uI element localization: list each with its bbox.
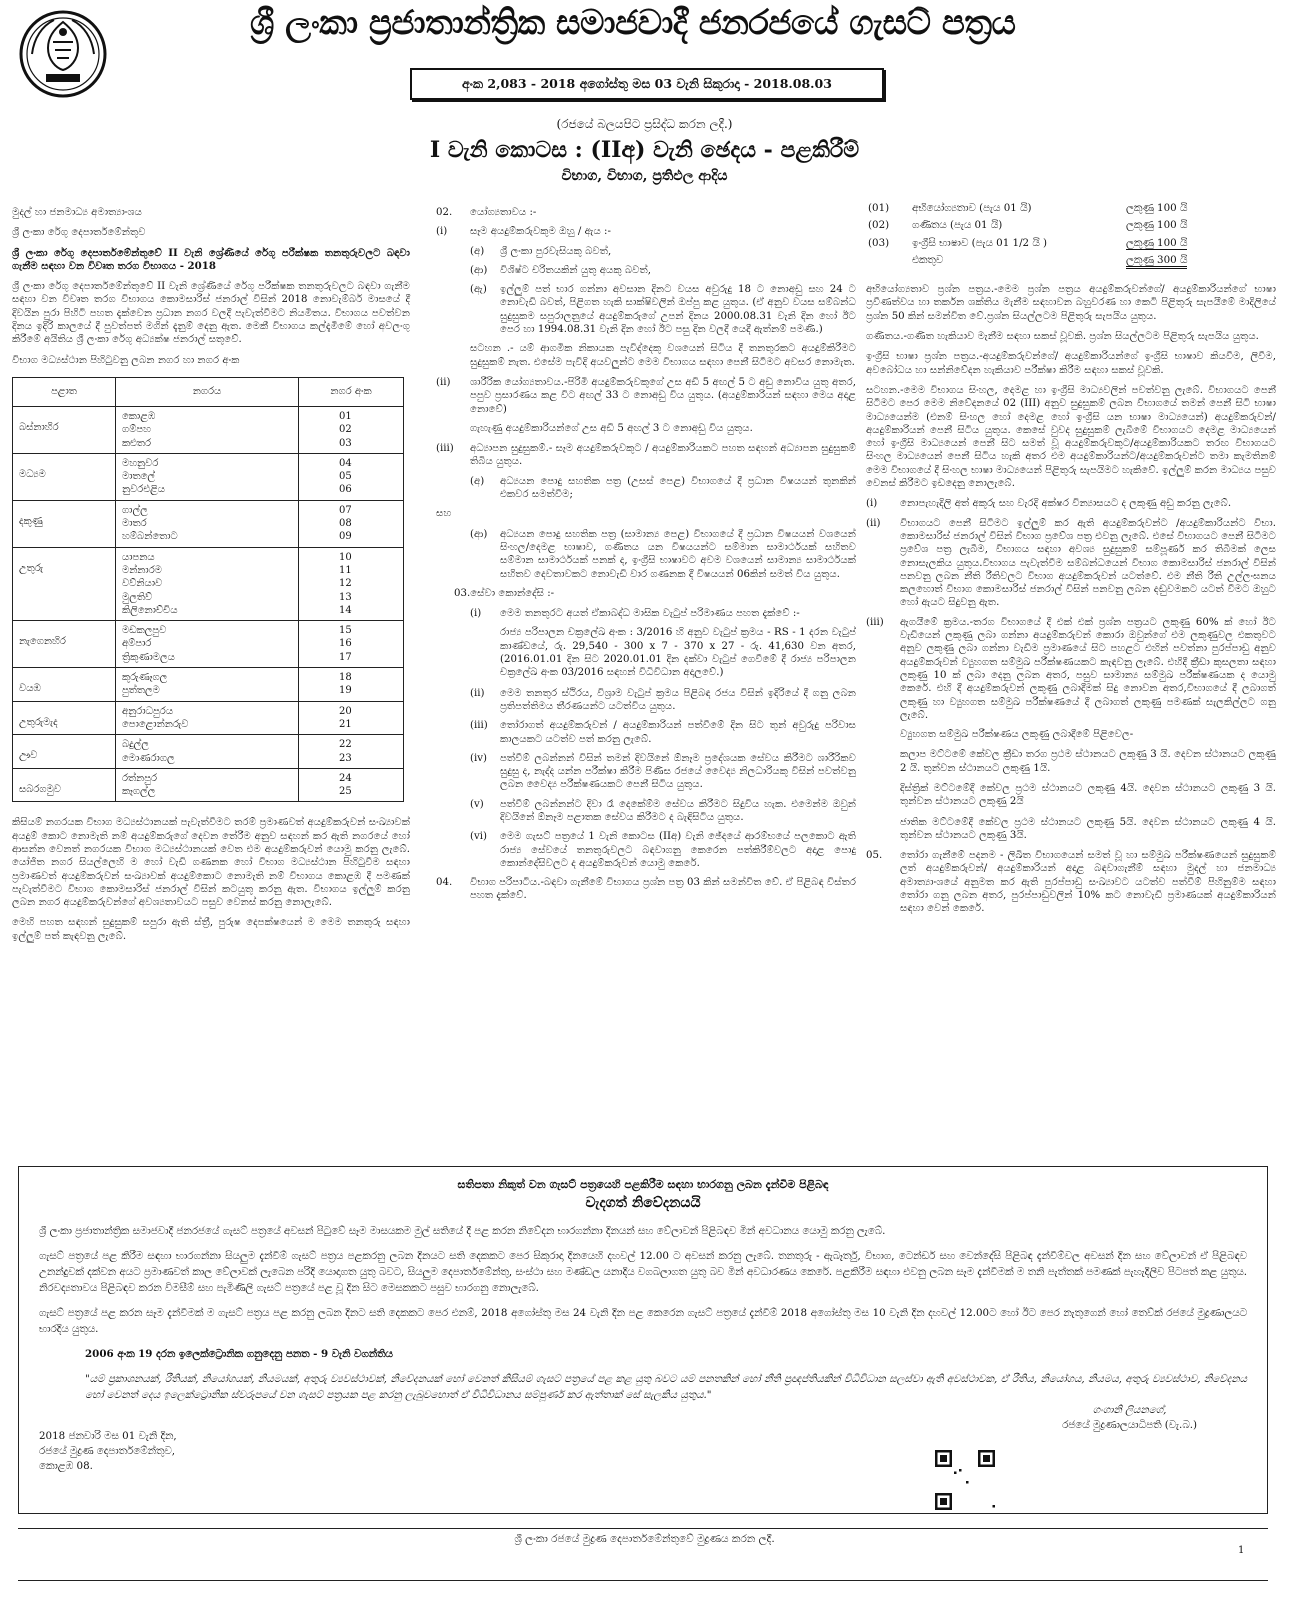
paragraph-3: මෙහි පහත සඳහන් සුදුසුකම් සපුරා ඇති ස්ත්‍රී, පුරුෂ දෙපක්ෂයෙන් ම මෙම තනතුරු සඳහා ඉල්ලුම් පත් කැඳවනු ලැබේ. xyxy=(12,917,410,942)
qr-code xyxy=(935,1450,995,1510)
city-name: කෑගල්ල xyxy=(122,786,156,798)
issue-text: අංක 2,083 - 2018 අගෝස්තු මස 03 වැනි සිකුරාදා - 2018.08.03 xyxy=(462,76,832,91)
paper-number xyxy=(866,200,910,217)
paper-number xyxy=(866,235,910,252)
column-3 xyxy=(866,200,1276,922)
cities-cell xyxy=(116,768,299,802)
section-03: 03.සේවා කොන්දේසි :- xyxy=(454,587,555,599)
city-code: 24 xyxy=(339,772,352,784)
cities-cell xyxy=(116,453,299,500)
paper-subject xyxy=(910,235,1124,252)
city-code: 12 xyxy=(339,578,352,590)
notice-heading-2: වැදගත් නිවේදනයයි xyxy=(585,1195,701,1211)
state-emblem xyxy=(18,8,108,100)
codes-cell xyxy=(299,621,404,668)
paper-subject xyxy=(910,200,1124,217)
page-number: 1 xyxy=(1238,1545,1245,1556)
city-name: අම්පාර xyxy=(122,638,152,650)
table-row xyxy=(13,621,404,668)
marks-total-row xyxy=(866,252,1206,269)
codes-cell xyxy=(299,735,404,769)
city-code: 23 xyxy=(339,752,352,764)
paper-subject-text: අභියෝග්‍යතාව (පැය 01 යි) xyxy=(912,202,1032,214)
service-ii: (ii) මෙම තනතුර ස්ථිරය, විශ්‍රාම වැටුප් ක්‍රමය පිළිබඳ රජය විසින් ඉදිරියේ දී ගනු ලබන ප්‍රතිපත්තිමය තීරණයන්ට යටත්විය යුතුය. xyxy=(470,687,856,712)
city-code: 04 xyxy=(339,457,352,469)
city-name: මන්නාරම xyxy=(122,564,162,576)
item-i: (i) සෑම අයදුම්කරුවකුම ඔහු / ඇය :- xyxy=(436,226,611,238)
table-row xyxy=(13,768,404,802)
paper-marks xyxy=(1124,235,1206,252)
notice-paragraph-2: ගැසට් පත්‍රයේ පළ කිරීම සඳහා භාරගන්නා සියලුම දැන්වීම් ගැසට් පත්‍රය පළකරනු ලබන දිනයට සති දෙකකට පෙර සිකුරාදා දිනයෙහි දහවල් 12.00 ට අවසන් කරනු ලැබේ. තනතුරු - ඇබෑර්තු, විභාග, ටෙන්ඩර් සහ වෙන්දේසි පිළිබඳ දැන්වීම්වල අවසන් දින සහ වේලාවන් ඒ පිළිබඳව උනන්දුවක් දක්වන අයට ප්‍රමාණවත් කාල වේලාවක් ලැබෙන පරිදි යොදාගත යුතු බවට, සියලුම දෙපාර්තමේන්තු, සංස්ථා සහ මණ්ඩල යනාදිය වගබලාගත යුතු බව මින් අවධාරණය කෙරේ. පළකිරීම සඳහා එවනු ලබන සෑම දැන්වීමක් ම තනි පැත්තක් පමණක් පැහැදිලිව පිටපත් කළ යුතුය. නිරවද්‍යතාවය පිළිබඳව කරන විමසීම් සහ පැමිණිලි ගැසට් පත්‍රයේ පළ වූ දින සිට මෙසකකට පසුව භාරගනු නොලැබේ. xyxy=(39,1250,1247,1294)
city-name: මහනුවර xyxy=(122,457,159,469)
service-vi: (vi) මෙම ගැසට් පත්‍රයේ 1 වැනි කොටස (IIඅ) වැනි ඡේදයේ ආරම්භයේ පලකොට ඇති රාජ්‍ය සේවයේ තනතුරුවලට බඳවාගනු කෙරෙන පත්කිරීම්වලට අදාළ පොදු කොන්දේසිවලට ද අයදුම්කරුවන් යොමු කෙරේ. xyxy=(470,831,856,869)
header-province: පළාත xyxy=(13,377,116,406)
paper-marks-text: ලකුණු 100 යි xyxy=(1126,219,1188,232)
table-row xyxy=(13,406,404,453)
paper-number-text: (03) xyxy=(868,236,890,249)
codes-cell xyxy=(299,668,404,702)
city-code: 17 xyxy=(339,651,352,663)
date-line-1: 2018 ජනවාරි මස 01 වැනි දින, xyxy=(39,1430,177,1442)
city-name: බදුල්ල xyxy=(122,739,149,751)
item-a3: (ඇ) ඉල්ලුම් පත් භාර ගන්නා අවසාන දිනට වයස අවුරුදු 18 ට නොඅඩු සහ 24 ට නොවැඩි බවත්, පිළිගත හැකි සාක්ෂිවලින් ඔප්පු කළ යුතුය. (ඒ අනුව වයස සම්බන්ධ සුදුසුකම සපුරාලනුයේ අයදුම්කරුගේ උපන් දිනය 2000.08.31 වැනි දින හෝ ඊට පෙර හා 1994.08.31 වැනි දින හෝ ඊට පසු දින වලදී යෙදී ඇත්නම් පමණි.) xyxy=(470,284,856,336)
cities-cell xyxy=(116,735,299,769)
marks-row xyxy=(866,217,1206,234)
medium-note: සටහන.-මෙම විභාගය සිංහල, දෙමළ හා ඉංග්‍රීසි මාධ්‍යවලින් පවත්වනු ලැබේ. විභාගයට පෙනී සිටීමට පෙර මෙම නිවේදනයේ 02 (III) අනුව සුදුසුකම් ලබන විභාගයේ තමන් පෙනී සිටි භාෂා මාධ්‍යයෙන්ම (එනම් සිංහල හෝ දෙමළ හෝ ඉංග්‍රීසි යන භාෂා මාධ්‍යයෙන්) අයදුම්කරුවන්/අයදුම්කාරියන් පෙනී සිටිය යුතුය. කෙසේ වුවද සුදුසුකම් ලැබීමේ විභාගයට දෙමළ මාධ්‍යයෙන් හෝ ඉංග්‍රීසි මාධ්‍යයෙන් පෙනී සිට සමත් වූ අයදුම්කරුවකුට/අයදුම්කාරියකට තරඟ විභාගයට සිංහල මාධ්‍යයෙන් පෙනී සිටිය හැකි අතර එම අයදුම්කාරියන්ට/අයදුම්කරුවන්ට තමා කැමතිනම් මෙම විභාගයේ දී සිංහල භාෂා මාධ්‍යයෙන් පිළිතුරු සැපයිමට හැකිවේ. ඉල්ලුම් කරන මාධ්‍යය පසුව වෙනස් කිරීමට ඉඩදෙනු නොලැබේ. xyxy=(866,384,1276,490)
cities-cell xyxy=(116,701,299,735)
header-code: නගර අංක xyxy=(299,377,404,406)
city-code: 25 xyxy=(339,786,352,798)
city-name: අනුරාධපුරය xyxy=(122,705,174,717)
column-2 xyxy=(436,206,856,909)
paper-1-desc: අභියෝග්‍යතාව ප්‍රශ්න පත්‍රය.-මෙම ප්‍රශ්න පත්‍රය අයදුම්කරුවන්ගේ/ අයදුම්කාරියන්ගේ භාෂා ප්‍රවීණත්වය හා තර්කන ශක්තිය මැනීම සඳහාවන බහුවරණ හා කෙටි පිළිතුරු සැපයීමේ මාදිලියේ ප්‍රශ්න 50 කින් සමන්විත වේ.ප්‍රශ්න සියල්ලටම පිළිතුරු සැපයිය යුතුය. xyxy=(866,284,1276,322)
city-code: 13 xyxy=(339,591,352,603)
date-line-2: රජයේ මුද්‍රණ දෙපාර්තමේන්තුව, xyxy=(39,1445,176,1457)
note-ii: (ii) විභාගයට පෙනී සිටීමට ඉල්ලුම් කර ඇති අයදුම්කරුවන්ට /අයදුම්කාරියන්ට විභා. කොමසාරිස් ජනරාල් විසින් විභාග ප්‍රවේශ පත්‍ර එවනු ලැබේ. එසේ විභාගයට පෙනී සිටීමට ප්‍රවේශ පත්‍ර ලැබීම, විභාගය සඳහා අවශ්‍ය සුදුසුකම් සම්පූර්ණ කර තිබීමක් ලෙස නොසැලකිය යුතුය.විභාගය පැවැත්වීම සම්බන්ධයෙන් විභාග කොමසාරිස් ජනරාල් විසින් පනවනු ලබන නීති රීතිවලට විභාග අයදුම්කරුවන් යටත්වේ. එම නීති රීති උල්ලංඝනය කලහොත් විභාග කොමසාරිස් ජනරාල් විසින් පනවනු ලබන දඬුවමකට යටත් වීමට ඔහුට හෝ ඇයට සිදුවනු ඇත. xyxy=(866,517,1276,609)
notice-heading-1: සතිපතා නිකුත් වන ගැසට් පත්‍රයෙහි පළකිරීම සඳහා භාරගනු ලබන දැන්වීම පිළිබඳ xyxy=(457,1178,829,1191)
table-row xyxy=(13,668,404,702)
paper-subject-text: ඉංග්‍රීසි භාෂාව (පැය 01 1/2 යි ) xyxy=(912,236,1048,249)
total-marks: ලකුණු 300 යි xyxy=(1126,254,1187,269)
notice-date-block xyxy=(39,1429,177,1474)
codes-cell xyxy=(299,768,404,802)
item-b1: (අ) අධ්‍යයන පොදු සහතික පත්‍ර (උසස් පෙළ) විභාගයේ දී ප්‍රධාන විෂයයන් තුනකින් එකවර සමත්වීම; xyxy=(470,475,856,501)
paper-number xyxy=(866,217,910,234)
city-code: 21 xyxy=(339,718,352,730)
paper-marks-text: ලකුණු 100 යි xyxy=(1126,202,1188,214)
city-code: 10 xyxy=(339,551,352,563)
table-row xyxy=(13,500,404,547)
city-code: 09 xyxy=(339,531,352,543)
city-name: නුවරඑළිය xyxy=(122,484,165,496)
province-cell: උතුරු xyxy=(13,547,116,620)
city-code: 11 xyxy=(339,564,352,576)
province-cell: දකුණු xyxy=(13,500,116,547)
item-ii: (ii) ශාරීරික යෝග්‍යතාවය.-පිරිමි අයදුම්කරුවකුගේ උස අඩි 5 අඟල් 5 ට අඩු නොවිය යුතු අතර, පපුව ප්‍රසාරණය කළ විට අඟල් 33 ට නොඅඩු විය යුතුය. (අයදුම්කාරියන් සඳහා මෙය අදාළ නොවේ) xyxy=(436,376,856,415)
service-iv: (iv) පත්වීම් ලබන්නන් විසින් තමන් දිවයිනේ ඕනෑම ප්‍රදේශයක සේවය කිරීමට ශාරීරිකව සුදුසු ද, නැද්ද යන්න පරීක්ෂා කිරීම පිණිස රජයේ වෛද්‍ය නිලධාරියකු විසින් පවත්වනු ලබන වෛද්‍ය පරීක්ෂණයකට පෙනී සිටිය යුතුය. xyxy=(470,752,856,791)
interview-order: ව්‍යුහගත සම්මුඛ පරීක්ෂණය ලකුණු ලබාදීමේ පිළිවෙල- xyxy=(900,729,1134,741)
gazette-masthead: ශ්‍රී ලංකා ප්‍රජාතාන්ත්‍රික සමාජවාදී ජනරජයේ ගැසට් පත්‍රය xyxy=(250,3,1016,43)
city-code: 22 xyxy=(339,739,352,751)
part-title: I වැනි කොටස : (IIඅ) වැනි ඡෙදය - පළකිරීම් xyxy=(429,137,860,163)
city-name: ගම්පහ xyxy=(122,424,151,436)
city-name: කිලිනොච්චිය xyxy=(122,604,178,616)
table-row xyxy=(13,547,404,620)
service-i: (i) මෙම තනතුරට අයත් ඒකාබද්ධ මාසික වැටුප් පරිමාණය පහත දැක්වේ :- xyxy=(470,608,800,620)
codes-cell xyxy=(299,547,404,620)
service-v: (v) පත්වීම් ලබන්නන්ට දිවා රෑ දෙකේම්ම සේවය කිරීමට සිදුවිය හැක. එමෙන්ම ඔවුන් දිවයිනේ ඕනෑම පළාතක සේවය කිරීමට ද බැඳිසිටිය යුතුය. xyxy=(470,798,856,823)
marks-body xyxy=(866,200,1206,252)
signatory-title: රජයේ මුද්‍රණාලයාධිපති (වැ.බ.) xyxy=(1062,1419,1197,1431)
item-b2: (ආ) අධ්‍යයන පොදු සහතික පත්‍ර (සාමාන්‍ය පෙළ) විභාගයේ දී ප්‍රධාන විෂයයන් වශයෙන් සිංහල/දෙමළ භාෂාව, ගණිතය යන විෂයයන්ට සම්මාන සාමාර්ථයක් සහිතව සම්මාන සාමාර්ථයක් පනක් ද, ඉංග්‍රීසි භාෂාවට අවම වශයෙන් සාමාන්‍ය සාමාර්ථයක් සහිතව දෙවතාවකට නොවැඩි වාර ගණනක දී විෂයයන් 06කින් සමත් විය යුතුය. xyxy=(470,528,856,580)
city-name: පුත්තලම xyxy=(122,685,160,697)
table-header-row xyxy=(13,377,404,406)
city-name: වව්නියාව xyxy=(122,578,163,590)
cities-cell xyxy=(116,406,299,453)
marks-row xyxy=(866,235,1206,252)
city-name: මාතර xyxy=(122,518,147,530)
city-code: 16 xyxy=(339,638,352,650)
female-height: ගැහැණු අයදුම්කාරියන්ගේ උස අඩි 5 අඟල් 3 ට නොඅඩු විය යුතුය. xyxy=(470,422,753,434)
table-row xyxy=(13,735,404,769)
exam-title: ශ්‍රී ලංකා රේගු දෙපාර්තමේන්තුවේ II වැනි ශ්‍රේණියේ රේගු පරීක්ෂක තනතුරුවලට බඳවා ගැනීම සඳහා වන විවෘත තරග විභාගය - 2018 xyxy=(12,246,410,272)
city-code: 15 xyxy=(339,625,352,637)
city-name: මොණරාගල xyxy=(122,752,175,764)
province-cell: මධ්‍යම xyxy=(13,453,116,500)
signature-block xyxy=(1062,1403,1197,1433)
footer-rule xyxy=(18,1528,1268,1529)
table-row xyxy=(13,453,404,500)
city-name: කළුතර xyxy=(122,437,152,449)
header-city: නගරය xyxy=(116,377,299,406)
cities-cell xyxy=(116,500,299,547)
paper-subject xyxy=(910,217,1124,234)
city-name: පොළොන්නරුව xyxy=(122,718,189,730)
city-name: කුරුණෑගල xyxy=(122,672,168,684)
marks-row xyxy=(866,200,1206,217)
signatory-name: ගංගානි ලියනගේ, xyxy=(1092,1404,1167,1416)
paragraph-2: කිසියම් නගරයක විභාග මධ්‍යස්ථානයක් පැවැත්වීමට තරම් ප්‍රමාණවත් අයදුම්කරුවන් සංඛ්‍යාවක් අයදුම් කොට නොමැති නම් අයදුම්කරුගේ දෙවන තේරීම අනුව සඳහන් කර ඇති නගරයේ හෝ ආසන්න වෙනත් නගරයක විභාග මධ්‍යස්ථානයක් වෙත එම අයදුම්කරුවන් යොමු කරනු ලැබේ. යෝජිත නගර සියල්ලෙහි ම හෝ වැඩි ගණනක හෝ විභාග මධ්‍යස්ථාන පිහිටුවීම සඳහා ප්‍රමාණවත් අයදුම්කරුවන් සංඛ්‍යාවක් අයදුම්කොට නොමැති නම් විභාගය කොළඹ දී පමණක් පැවැත්වීමට විභාග කොමසාරිස් ජනරාල් විසින් කටයුතු කරනු ඇත. විභාගය ඉල්ලුම් කරනු ලබන නගර අයදුම්කරුවන්ගේ අවශ්‍යතාවයට පසුව වෙනස් කරනු නොලැබේ. xyxy=(12,817,410,909)
city-name: හම්බන්තොට xyxy=(122,531,178,543)
cities-cell xyxy=(116,668,299,702)
city-name: ගාල්ල xyxy=(122,504,148,516)
codes-cell xyxy=(299,500,404,547)
service-iii: (iii) තෝරාගත් අයදුම්කරුවන් / අයදුම්කාරියන් පත්වීමේ දින සිට තුන් අවුරුදු පරිවාස කාලයකට යටත්ව පත් කරනු ලැබේ. xyxy=(470,720,856,745)
city-code: 01 xyxy=(339,410,352,422)
province-cell: නැගෙනහිර xyxy=(13,621,116,668)
city-name: ත්‍රිකුණාමලය xyxy=(122,651,175,663)
paper-marks xyxy=(1124,200,1206,217)
section-02: 02. යෝග්‍යතාවය :- xyxy=(436,207,537,218)
item-a2: (ආ) විශිෂ්ට චරිතයකින් යුතු අයකු බවත්, xyxy=(470,264,651,276)
column-1 xyxy=(12,206,410,950)
exam-centres-table xyxy=(12,377,404,802)
city-name: මුලතිව් xyxy=(122,591,153,603)
table-caption: විභාග මධ්‍යස්ථාන පිහිටුවනු ලබන නගර හා නගර අංක xyxy=(12,354,240,366)
city-name: මඩකලපුව xyxy=(122,625,167,637)
province-cell: බස්නාහිර xyxy=(13,406,116,453)
salary-scale: රාජ්‍ය පරිපාලන චක්‍රලේඛ අංක : 3/2016 හි අනුව වැටුප් ක්‍රමය - RS - 1 දරන වැටුප් කාණ්ඩයේ, රු. 29,540 - 300 x 7 - 370 x 27 - රු. 41,630 වන අතර, (2016.01.01 දින සිට 2020.01.01 දින දක්වා වැටුප් ගෙවීමේ දී රාජ්‍ය පරිපාලන චක්‍රලේඛ අංක 03/2016 සඳහන් විධිවිධාන අදාලවේ.) xyxy=(500,627,856,679)
department-name: ශ්‍රී ලංකා රේගු දෙපාර්තමේන්තුව xyxy=(12,227,146,239)
notice-paragraph-1: ශ්‍රී ලංකා ප්‍රජාතාන්ත්‍රික සමාජවාදී ජනරජයේ ගැසට් පත්‍රයේ අවසන් පිටුවේ සෑම මාසයකම මුල් සතියේ දී පළ කරන නිවේදන භාරගන්නා දිනයන් සහ වේලාවන් පිළිබඳව මින් අවධානය යොමු කරනු ලැබේ. xyxy=(39,1225,886,1237)
total-label: එකතුව xyxy=(912,253,944,266)
marks-table xyxy=(866,200,1206,269)
act-quote: "යම් ප්‍රකාශනයක්, රීතියක්, නියෝගයක්, නියමයක්, අතුරු ව්‍යවස්ථාවක්, නිවේදනයක් හෝ වෙනත් කිසියම් ගැසට් පත්‍රයේ පළ කළ යුතු බවට යම් පනතකින් හෝ නීති ප්‍රඥප්තියකින් විධිවිධාන සලස්වා ඇති අවස්ථාවක, ඒ රීතිය, නියෝගය, නියමය, අතුරු ව්‍යවස්ථාව, නිවේදනය හෝ වෙනත් දෙය ඉලෙක්ට්‍රොනික ස්වරූපයේ වන ගැසට් පත්‍රයක පළ කරනු ලැබුවහොත් ඒ විධිවිධානය සම්පූර්ණ කර ඇත්තාක් සේ සැලකිය යුතුය." xyxy=(85,1373,1247,1401)
published-by: (රජයේ බලයපිට ප්‍රසිද්ධ කරන ලදී.) xyxy=(556,117,733,131)
city-code: 02 xyxy=(339,424,352,436)
paper-number-text: (02) xyxy=(868,219,890,232)
cities-cell xyxy=(116,547,299,620)
city-code: 19 xyxy=(339,685,352,697)
paper-2-desc: ගණිතය.-ගණිත හැකියාව මැනීම සඳහා සකස් වූවකි. ප්‍රශ්න සියල්ලටම පිළිතුරු සැපයිය යුතුය. xyxy=(866,331,1259,343)
item-a1: (අ) ශ්‍රී ලංකා පුරවැසියකු බවත්, xyxy=(470,245,612,257)
item-iii: (iii) අධ්‍යාපන සුදුසුකම්.- සෑම අයදුම්කරුවකුට / අයදුම්කාරියකට පහත සඳහන් අධ්‍යාපන සුදුසුකම් තිබිය යුතුය. xyxy=(436,443,856,468)
district-level: දිස්ත්‍රික් මට්ටමේදී කේවල ප්‍රථම ස්ථානයට ලකුණු 4යි. දෙවන ස්ථානයට ලකුණු 3 යි. තුන්වන ස්ථානයට ලකුණු 2යි xyxy=(900,782,1276,808)
important-notice-box xyxy=(18,1166,1268,1514)
note-iii: (iii) ඇගයීමේ ක්‍රමය.-තරග විභාගයේ දී එක් එක් ප්‍රශ්න පත්‍රයට ලකුණු 60% ක් හෝ ඊට වැඩියෙන් ලකුණු ලබා ගන්නා අයදුම්කරුවන් කොරා ඔවුන්ගේ එම ලකුණුවල එකතුවට අනුව ලකුණු ලබා ගන්නා වැඩිම ප්‍රමාණයේ සිට පහළට එහින් පවත්නා පුරප්පාඩු අනුව අයදුම්කරුවන් ව්‍යුහගත සම්මුඛ පරීක්ෂණයකට කැඳවනු ලැබේ. එහිදී ක්‍රීඩා කුසලතා සඳහා ලකුණු 10 ක් ලබා දෙනු ලබන අතර, පසුව සාමාන්‍ය සම්මුඛ පරීක්ෂණයක ද යොමු කෙරේ. එහි දී අයදුම්කරුවන් ලකුණු ලබාදීමක් සිදු නොවන අතර,විභාගයේ දී ලබාගත් ලකුණු හා ව්‍යුහගත සම්මුඛ පරීක්ෂණයේ දී ලබාගත් ලකුණු පමණක් සැලකිල්ලට ගනු ලැබේ. xyxy=(866,616,1276,721)
bottom-rule xyxy=(18,1580,1268,1581)
city-name: යාපනය xyxy=(122,551,155,563)
national-level: ජාතික මට්ටමේදී කේවල ප්‍රථම ස්ථානයට ලකුණු 5යි. දෙවන ස්ථානයට ලකුණු 4 යි. තුන්වන ස්ථානයට ලකුණු 3යි. xyxy=(900,816,1276,841)
city-name: රත්නපුර xyxy=(122,772,158,784)
date-line-3: කොළඹ 08. xyxy=(39,1460,93,1472)
city-code: 03 xyxy=(339,437,352,449)
codes-cell xyxy=(299,701,404,735)
city-code: 20 xyxy=(339,705,352,717)
issue-number-bar xyxy=(410,68,884,100)
zonal-level: කලාප මට්ටමේ කේවල ක්‍රීඩා තරග ප්‍රථම ස්ථානයට ලකුණු 3 යි. දෙවන ස්ථානයට ලකුණු 2 යි. තුන්වන ස්ථානයට ලකුණු 1යි. xyxy=(900,749,1276,774)
and-word: සහ xyxy=(436,508,452,520)
paper-marks xyxy=(1124,217,1206,234)
province-cell: උතුරුමැද xyxy=(13,701,116,735)
codes-cell xyxy=(299,406,404,453)
city-code: 08 xyxy=(339,518,352,530)
part-subtitle: විභාග, විභාග, ප්‍රතිඵල ආදිය xyxy=(561,168,728,184)
codes-cell xyxy=(299,453,404,500)
city-code: 18 xyxy=(339,672,352,684)
paper-subject-text: ගණිතය (පැය 01 යි) xyxy=(912,219,1003,232)
city-code: 06 xyxy=(339,484,352,496)
paper-marks-text: ලකුණු 100 යි xyxy=(1126,236,1188,249)
province-cell: සබරගමුව xyxy=(13,768,116,802)
section-04: 04. විභාග පරිපාටිය.-බඳවා ගැනීමේ විභාගය ප්‍රශ්න පත්‍ර 03 කින් සමන්විත වේ. ඒ පිළිබඳ විස්තර පහත දැක්වේ. xyxy=(436,877,856,902)
printer-footer: ශ්‍රී ලංකා රජයේ මුද්‍රණ දෙපාර්තමේන්තුවේ මුද්‍රණය කරන ලදී. xyxy=(514,1533,775,1545)
ministry-name: මුදල් හා ජනමාධ්‍ය අමාත්‍යාංශය xyxy=(12,207,142,218)
province-cell: ඌව xyxy=(13,735,116,769)
city-name: කොළඹ xyxy=(122,410,156,422)
province-cell: වයඹ xyxy=(13,668,116,702)
paper-3-desc: ඉංග්‍රීසි භාෂා ප්‍රශ්න පත්‍රය.-අයදුම්කරුවන්ගේ/ අයදුම්කාරියන්ගේ ඉංග්‍රීසි භාෂාව කියවීම, ලිවීම, අවබෝධය හා සන්නිවේදන හැකියාව පරීක්ෂා කිරීම සඳහා සකස් වූවකි. xyxy=(866,351,1276,376)
act-reference: 2006 අංක 19 දරන ඉලෙක්ට්‍රොනික ගනුදෙනු පනත - 9 වැනි වගන්තිය xyxy=(85,1348,393,1360)
notice-paragraph-3: ගැසට් පත්‍රයේ පළ කරන සෑම දැන්වීමක් ම ගැසට් පත්‍රය පළ කරනු ලබන දිනට සති දෙකකට පෙර එනම්, 2018 අගෝස්තු මස 24 වැනි දින පළ කෙරෙන ගැසට් පත්‍රයේ දැන්වීම් 2018 අගෝස්තු මස 10 වැනි දින දහවල් 12.00ට හෝ ඊට පෙර නැතුගෙන් හෝ තෙව්ක් රජයේ මුද්‍රණාලයට භාරදිය යුතුය. xyxy=(39,1307,1247,1335)
note-i: (i) නොපැහැදිලි අත් අකුරු සහ වැරදි අක්ෂර වින්‍යාසයට ද ලකුණු අඩු කරනු ලැබේ. xyxy=(866,498,1232,510)
section-05: 05. තෝරා ගැනීමේ පදනම - ලිඛිත විභාගයෙන් සමත් වූ හා සම්මුඛ පරීක්ෂණයෙන් සුදුසුකම් ලත් අයදුම්කරුවන්/ අයදුම්කාරියන් අදාළ බඳවාගැනීම් සඳහා මුදල් හා ජනමාධ්‍ය අමාත්‍යාංශයේ අනුමත කර ඇති පුරප්පාඩු සංඛ්‍යාවට යටත්ව පත්වීම් පිහිනුම්ම සඳහා තෝරා ගනු ලබන අතර, පුරප්පාඩුවලින් 10% කට නොවැඩි ප්‍රමාණයක් අයදුම්කාරියන් සඳහා වෙන් කෙරේ. xyxy=(866,850,1276,915)
city-code: 14 xyxy=(339,604,352,616)
intro-paragraph: ශ්‍රී ලංකා රේගු දෙපාර්තමේන්තුවේ II වැනි ශ්‍රේණියේ රේගු පරීක්ෂක තනතුරුවලට බඳවා ගැනීම සඳහා වන විවෘත තරග විභාගය කොමසාරිස් ජනරාල් විසින් 2018 නොවැම්බර් මාසයේ දී දිවයින පුරා පිහිටි පහත දැක්වෙන ප්‍රධාන නගර වලදී පැවැත්වීමට නියමිතය. විභාගය පවත්වන දිනය ඉදිරි කාලයේ දී පුවත්පත් මගින් දැනුම් දෙනු ඇත. මෙකී විභාගය කල්දැමීමේ හෝ අවලංගු කිරීමේ අයිතිය ශ්‍රී ලංකා රේගු අධ්‍යක්ෂ ජනරාල් සතුවේ. xyxy=(12,281,410,346)
note-1: සටහන .- යම් ආගමික නිකායක පැවිද්දෙකු වශයෙන් සිටිය දී තනතුරකට අයදුම්කිරීමට සුදුසුකම් නැත. එසේම පැවිදි අයවලුන්ට මෙම විභාගය සඳහා පෙනී සිටීමට අවසර නොමැත. xyxy=(470,343,856,368)
city-name: මාතලේ xyxy=(122,471,156,483)
table-body xyxy=(13,406,404,801)
table-row xyxy=(13,701,404,735)
paper-number-text: (01) xyxy=(868,202,890,214)
city-code: 07 xyxy=(339,504,352,516)
cities-cell xyxy=(116,621,299,668)
city-code: 05 xyxy=(339,471,352,483)
